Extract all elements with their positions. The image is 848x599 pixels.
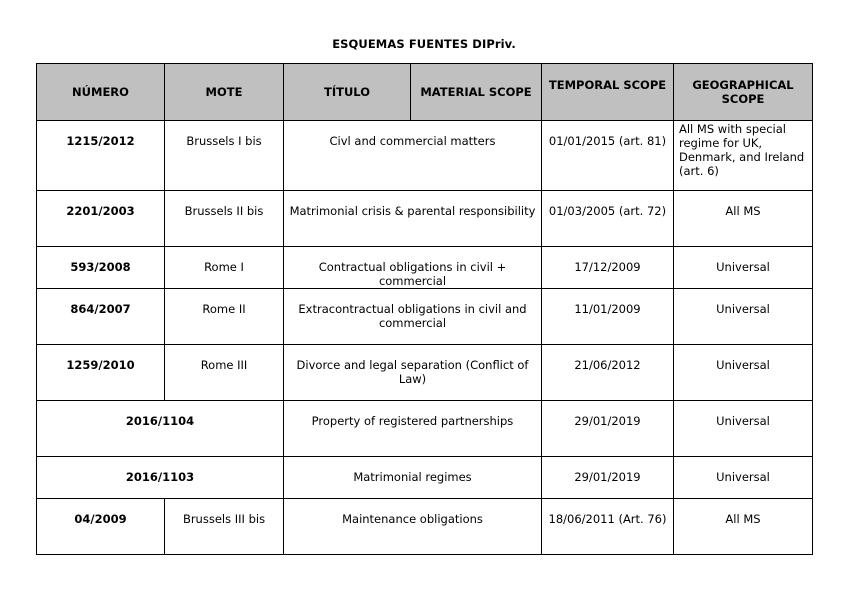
- cell-material: Extracontractual obligations in civil and commercial: [284, 289, 542, 345]
- cell-geographical: All MS: [674, 499, 813, 555]
- cell-numero: 1259/2010: [37, 345, 165, 401]
- cell-geographical: All MS with special regime for UK, Denmark, and Ireland (art. 6): [674, 121, 813, 191]
- cell-mote: Rome II: [165, 289, 284, 345]
- cell-geographical: Universal: [674, 289, 813, 345]
- cell-geographical: Universal: [674, 247, 813, 289]
- cell-material: Contractual obligations in civil + commercial: [284, 247, 542, 289]
- cell-temporal: 17/12/2009: [542, 247, 674, 289]
- cell-temporal: 01/01/2015 (art. 81): [542, 121, 674, 191]
- cell-mote: Brussels III bis: [165, 499, 284, 555]
- cell-numero: 1215/2012: [37, 121, 165, 191]
- cell-mote: Brussels II bis: [165, 191, 284, 247]
- cell-numero: 2201/2003: [37, 191, 165, 247]
- cell-geographical: Universal: [674, 401, 813, 457]
- cell-numero: 04/2009: [37, 499, 165, 555]
- cell-geographical: All MS: [674, 191, 813, 247]
- cell-material: Divorce and legal separation (Conflict of Law): [284, 345, 542, 401]
- table-row: [37, 247, 813, 289]
- table-row: [37, 345, 813, 401]
- cell-temporal: 18/06/2011 (Art. 76): [542, 499, 674, 555]
- header-mote: MOTE: [165, 64, 284, 121]
- cell-numero: 2016/1104: [37, 401, 284, 457]
- cell-mote: Brussels I bis: [165, 121, 284, 191]
- page-title: ESQUEMAS FUENTES DIPriv.: [332, 37, 516, 51]
- header-titulo: TÍTULO: [284, 64, 411, 121]
- cell-geographical: Universal: [674, 457, 813, 499]
- cell-mote: Rome I: [165, 247, 284, 289]
- cell-temporal: 29/01/2019: [542, 457, 674, 499]
- cell-material: Matrimonial crisis & parental responsibility: [284, 191, 542, 247]
- cell-temporal: 01/03/2005 (art. 72): [542, 191, 674, 247]
- cell-numero: 864/2007: [37, 289, 165, 345]
- table-row: [37, 289, 813, 345]
- sources-table: [36, 63, 813, 555]
- cell-geographical: Universal: [674, 345, 813, 401]
- header-numero: NÚMERO: [37, 64, 165, 121]
- header-material-scope: MATERIAL SCOPE: [411, 64, 542, 121]
- cell-material: Matrimonial regimes: [284, 457, 542, 499]
- header-temporal-scope: TEMPORAL SCOPE: [542, 64, 674, 121]
- header-row: [37, 64, 813, 121]
- cell-numero: 2016/1103: [37, 457, 284, 499]
- cell-numero: 593/2008: [37, 247, 165, 289]
- cell-material: Property of registered partnerships: [284, 401, 542, 457]
- cell-material: Maintenance obligations: [284, 499, 542, 555]
- cell-temporal: 21/06/2012: [542, 345, 674, 401]
- table-row: [37, 191, 813, 247]
- cell-temporal: 29/01/2019: [542, 401, 674, 457]
- table-row: [37, 457, 813, 499]
- cell-material: Civl and commercial matters: [284, 121, 542, 191]
- table-row: [37, 499, 813, 555]
- header-geographical-scope: GEOGRAPHICAL SCOPE: [674, 64, 813, 121]
- cell-temporal: 11/01/2009: [542, 289, 674, 345]
- table-row: [37, 401, 813, 457]
- table-row: [37, 121, 813, 191]
- cell-mote: Rome III: [165, 345, 284, 401]
